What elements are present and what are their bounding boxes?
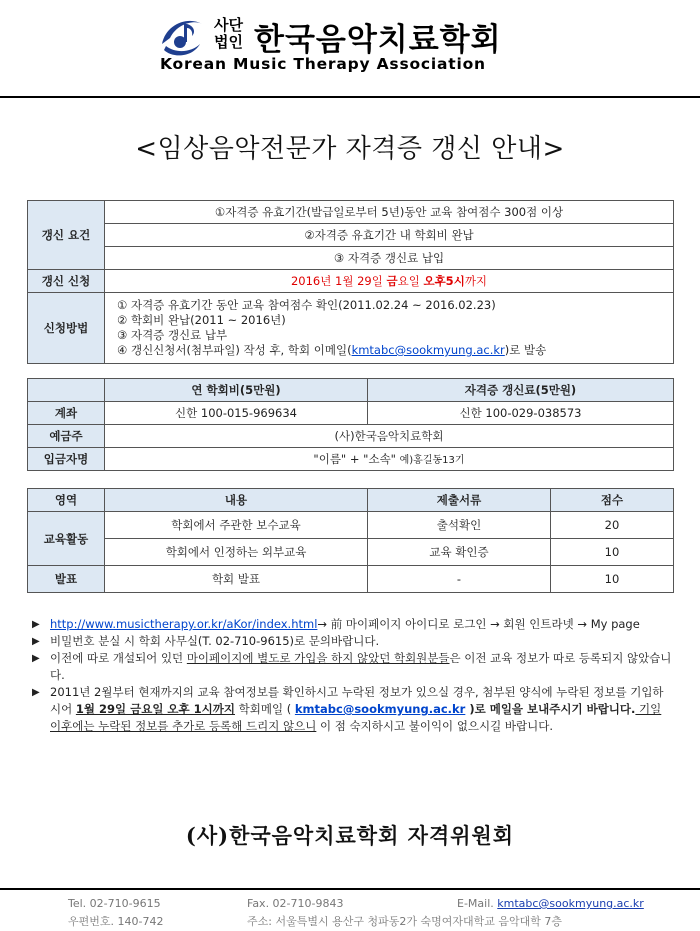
depositor-label: 입금자명 bbox=[28, 448, 105, 471]
table-row bbox=[28, 539, 674, 566]
activity-doc: 출석확인 bbox=[368, 512, 551, 539]
note-text: → 前 마이페이지 아이디로 로그인 → 회원 인트라넷 → My page bbox=[317, 617, 640, 631]
table-row bbox=[28, 402, 674, 425]
note-text: 은 이전 교육 정보가 따로 등록되지 않았습니다. bbox=[50, 651, 672, 682]
table-row bbox=[28, 489, 674, 512]
account-renewal: 신한 100-029-038573 bbox=[368, 402, 674, 425]
presentation-score: 10 bbox=[551, 566, 674, 593]
activity-doc: 교육 확인증 bbox=[368, 539, 551, 566]
activity-score: 20 bbox=[551, 512, 674, 539]
method-item: ① 자격증 유효기간 동안 교육 참여점수 확인(2011.02.24 ~ 2016.02.23) bbox=[117, 298, 496, 312]
col-header-docs: 제출서류 bbox=[368, 489, 551, 512]
requirement-item: ③ 자격증 갱신료 납입 bbox=[105, 247, 674, 270]
depositor-format bbox=[105, 448, 674, 471]
committee-signature: (사)한국음악치료학회 자격위원회 bbox=[185, 823, 515, 848]
note-item bbox=[32, 616, 674, 633]
corp-tag bbox=[214, 17, 248, 51]
deadline-suffix: 까지 bbox=[464, 274, 488, 288]
note-item bbox=[32, 650, 674, 684]
activity-content: 학회에서 인정하는 외부교육 bbox=[105, 539, 368, 566]
apply-label: 갱신 신청 bbox=[28, 270, 105, 293]
method4-text: ④ 갱신신청서(첨부파일) 작성 후, 학회 이메일( bbox=[117, 343, 352, 357]
letterhead bbox=[0, 0, 700, 100]
method-label: 신청방법 bbox=[28, 293, 105, 364]
footer-email-label: E-Mail. bbox=[457, 897, 498, 910]
account-fee: 신한 100-015-969634 bbox=[105, 402, 368, 425]
col-header-content: 내용 bbox=[105, 489, 368, 512]
corp-tag-line1: 사단 bbox=[214, 16, 243, 34]
score-table bbox=[27, 488, 674, 593]
org-name-ko: 한국음악치료학회 bbox=[254, 22, 502, 58]
table-row bbox=[28, 224, 674, 247]
org-name-en: Korean Music Therapy Association bbox=[160, 55, 486, 73]
footer-email-link[interactable]: kmtabc@sookmyung.ac.kr bbox=[497, 897, 644, 910]
footer-address: 주소: 서울특별시 용산구 청파동2가 숙명여자대학교 음악대학 7층 bbox=[247, 915, 562, 928]
activity-score: 10 bbox=[551, 539, 674, 566]
method-item: ③ 자격증 갱신료 납부 bbox=[117, 328, 228, 342]
note-text: 2011년 2월부터 현재까지의 교육 참여정보를 확인하시고 누락된 정보가 있으실 경우, 첨부된 양식에 누락된 정보를 기입하시어 bbox=[50, 685, 664, 716]
deadline-day-suffix: 요일 bbox=[397, 274, 424, 288]
edu-activity-label: 교육활동 bbox=[28, 512, 105, 566]
requirements-label: 갱신 요건 bbox=[28, 201, 105, 270]
triangle-bullet-icon: ▶ bbox=[32, 687, 40, 698]
notes-list bbox=[32, 616, 674, 735]
footer-email bbox=[457, 897, 644, 910]
note-deadline: 1월 29일 금요일 오후 1시까지 bbox=[75, 702, 235, 716]
table-row bbox=[28, 512, 674, 539]
deadline-date: 2016년 1월 29일 bbox=[290, 274, 387, 288]
footer-fax: Fax. 02-710-9843 bbox=[247, 897, 344, 910]
col-header-fee: 연 학회비(5만원) bbox=[105, 379, 368, 402]
table-row bbox=[28, 201, 674, 224]
payment-table bbox=[27, 378, 674, 471]
triangle-bullet-icon: ▶ bbox=[32, 619, 40, 630]
empty-corner bbox=[28, 379, 105, 402]
requirement-item: ①자격증 유효기간(발급일로부터 5년)동안 교육 참여점수 300점 이상 bbox=[105, 201, 674, 224]
method-list bbox=[105, 293, 674, 364]
method4-suffix: )로 발송 bbox=[504, 343, 547, 357]
table-row bbox=[28, 293, 674, 364]
presentation-content: 학회 발표 bbox=[105, 566, 368, 593]
apply-deadline bbox=[105, 270, 674, 293]
document-title: <임상음악전문가 자격증 갱신 안내> bbox=[135, 134, 565, 164]
table-row bbox=[28, 566, 674, 593]
site-link[interactable]: http://www.musictherapy.or.kr/aKor/index.html bbox=[50, 617, 318, 631]
note-underlined: 기일 이후에는 누락된 정보를 추가로 등록해 드리지 않으니 bbox=[50, 702, 662, 733]
triangle-bullet-icon: ▶ bbox=[32, 653, 40, 664]
note-item bbox=[32, 633, 674, 650]
col-header-score: 점수 bbox=[551, 489, 674, 512]
note-text: 이 점 숙지하시고 불이익이 없으시길 바랍니다. bbox=[316, 719, 554, 733]
depositor-text: "이름" + "소속" bbox=[313, 452, 396, 466]
col-header-renewal: 자격증 갱신료(5만원) bbox=[368, 379, 674, 402]
deadline-time: 오후5시 bbox=[423, 274, 465, 288]
note-text: 이전에 따로 개설되어 있던 bbox=[50, 651, 187, 665]
email-link[interactable]: kmtabc@sookmyung.ac.kr bbox=[351, 343, 505, 357]
table-row bbox=[28, 270, 674, 293]
table-row bbox=[28, 448, 674, 471]
account-label: 계좌 bbox=[28, 402, 105, 425]
note-bold: )로 메일을 보내주시기 바랍니다. bbox=[465, 702, 636, 716]
presentation-doc: - bbox=[368, 566, 551, 593]
account-holder: (사)한국음악치료학회 bbox=[105, 425, 674, 448]
triangle-bullet-icon: ▶ bbox=[32, 636, 40, 647]
table-row bbox=[28, 247, 674, 270]
method-item: ② 학회비 완납(2011 ~ 2016년) bbox=[117, 313, 286, 327]
requirement-item: ②자격증 유효기간 내 학회비 완납 bbox=[105, 224, 674, 247]
holder-label: 예금주 bbox=[28, 425, 105, 448]
table-row bbox=[28, 379, 674, 402]
presentation-label: 발표 bbox=[28, 566, 105, 593]
note-text: 비밀번호 분실 시 학회 사무실(T. 02-710-9615)로 문의바랍니다. bbox=[50, 634, 380, 648]
footer-divider bbox=[0, 888, 700, 890]
footer-tel: Tel. 02-710-9615 bbox=[68, 897, 161, 910]
email-link[interactable]: kmtabc@sookmyung.ac.kr bbox=[294, 702, 466, 716]
note-underlined: 마이페이지에 별도로 가입을 하지 않았던 학회원분들 bbox=[186, 651, 450, 665]
corp-tag-line2: 법인 bbox=[214, 33, 243, 51]
col-header-area: 영역 bbox=[28, 489, 105, 512]
deadline-day: 금 bbox=[386, 274, 398, 288]
renewal-info-table bbox=[27, 200, 674, 364]
header-divider bbox=[0, 96, 700, 98]
footer-zip: 우편번호. 140-742 bbox=[68, 915, 164, 928]
method-item bbox=[117, 343, 661, 358]
activity-content: 학회에서 주관한 보수교육 bbox=[105, 512, 368, 539]
note-item bbox=[32, 684, 674, 735]
note-text: 학회메일 ( bbox=[235, 702, 295, 716]
table-row bbox=[28, 425, 674, 448]
depositor-example: 예)홍길동13기 bbox=[399, 455, 465, 466]
